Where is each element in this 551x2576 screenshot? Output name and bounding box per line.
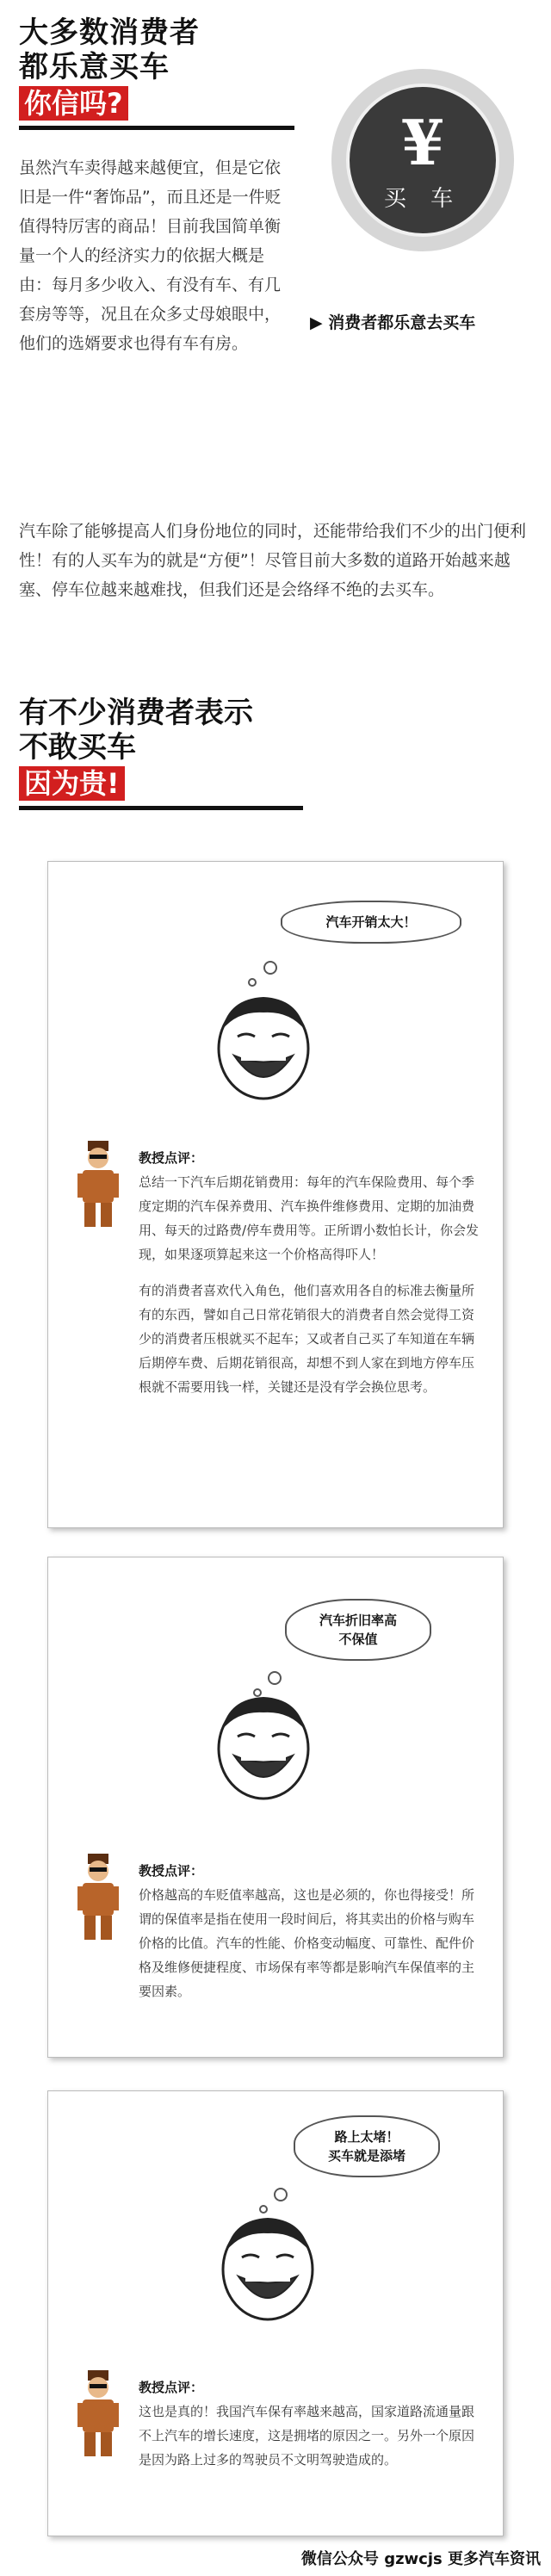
laughing-face-icon [203,1687,324,1807]
professor-icon [72,1850,124,1945]
professor-comment [139,1146,483,1411]
comment-title: 教授点评： [139,1863,204,1879]
laughing-face-icon [207,2208,328,2328]
comic-card-3 [47,2090,504,2536]
professor-icon [72,1137,124,1232]
comment-paragraph: 总结一下汽车后期花销费用：每年的汽车保险费用、每个季度定期的汽车保养费用、汽车换件维修费用、定期的加油费用、每天的过路费/停车费用等。正所谓小数怕长计，你会发现，如果逐项算起来这一个价格高得吓人！ [139,1174,480,1262]
comic-card-1 [47,861,504,1528]
thought-dot [248,978,257,987]
thought-bubble: 路上太堵！ 买车就是添堵 [294,2115,440,2177]
thought-dot [263,961,277,975]
headline-2-underline [19,806,303,810]
headline-2-line-2: 不敢买车 [19,730,136,765]
thought-bubble: 汽车开销太大！ [281,901,461,944]
headline-1 [19,15,294,130]
headline-2-line-1: 有不少消费者表示 [19,696,253,730]
professor-comment [139,1859,483,2016]
professor-icon [72,2367,124,2461]
headline-1-red: 你信吗? [19,86,128,121]
badge-label: 买 车 [383,185,462,212]
intro-paragraph: 虽然汽车卖得越来越便宜，但是它依旧是一件“奢饰品”，而且还是一件贬值得特厉害的商品！目前我国简单衡量一个人的经济实力的依据大概是由：每月多少收入、有没有车、有几套房等等，况且在众多丈母娘眼中，他们的选婿要求也得有车有房。 [19,158,282,353]
thought-dot [274,2188,288,2201]
headline-1-underline [19,126,294,130]
footer-wechat: 微信公众号 gzwcjs 更多汽车资讯 [300,2550,541,2568]
headline-1-line-2: 都乐意买车 [19,50,170,84]
professor-comment [139,2375,483,2484]
yuan-icon: ¥ [400,105,445,179]
comment-paragraph: 有的消费者喜欢代入角色，他们喜欢用各自的标准去衡量所有的东西，譬如自己日常花销很大的消费者自然会觉得工资少的消费者压根就买不起车；又或者自己买了车知道在车辆后期停车费、后期花销很高，却想不到人家在到地方停车压根就不需要用钱一样，关键还是没有学会换位思考。 [139,1283,475,1395]
yuan-badge [331,69,514,251]
thought-dot [268,1671,282,1685]
headline-1-line-1: 大多数消费者 [19,15,200,50]
comment-title: 教授点评： [139,2380,204,2395]
comment-paragraph: 价格越高的车贬值率越高，这也是必须的，你也得接受！所谓的保值率是指在使用一段时间后，将其卖出的价格与购车价格的比值。汽车的性能、价格变动幅度、可靠性、配件价格及维修便捷程度、市场保有率等都是影响汽车保值率的主要因素。 [139,1887,475,1999]
comic-card-2 [47,1557,504,2058]
headline-2-red: 因为贵! [19,766,125,801]
comment-title: 教授点评： [139,1150,204,1166]
badge-caption: ▶ 消费者都乐意去买车 [310,313,476,332]
comment-paragraph: 这也是真的！我国汽车保有率越来越高，国家道路流通量跟不上汽车的增长速度，这是拥堵的原因之一。另外一个原因是因为路上过多的驾驶员不文明驾驶造成的。 [139,2404,475,2468]
laughing-face-icon [203,987,324,1107]
thought-bubble: 汽车折旧率高 不保值 [285,1599,431,1661]
yuan-badge-inner [346,84,499,237]
headline-2 [19,696,303,810]
second-paragraph: 汽车除了能够提高人们身份地位的同时，还能带给我们不少的出门便利性！有的人买车为的就是“方便”！尽管目前大多数的道路开始越来越塞、停车位越来越难找，但我们还是会络绎不绝的去买车。 [19,522,527,599]
top-section [0,0,551,508]
